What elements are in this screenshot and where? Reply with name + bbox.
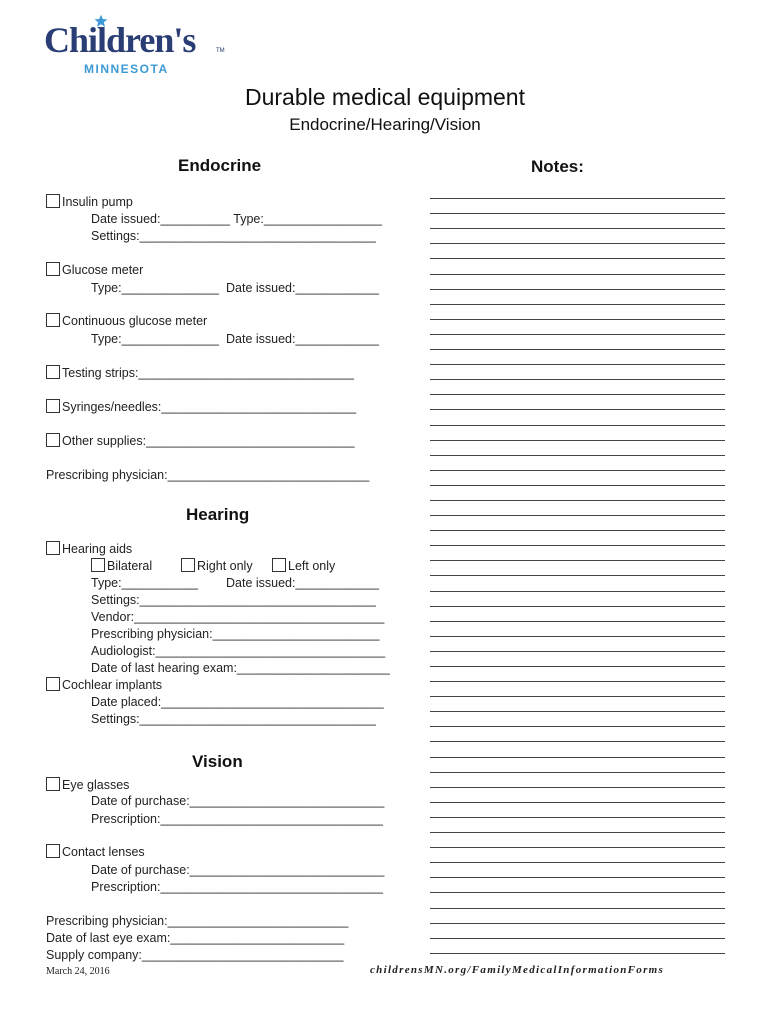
insulin-pump-row — [46, 194, 133, 210]
cochlear-checkbox[interactable] — [46, 677, 60, 691]
insulin-pump-label: Insulin pump — [62, 195, 133, 209]
notes-line[interactable] — [430, 592, 725, 607]
notes-line[interactable] — [430, 501, 725, 516]
date-placed-field[interactable]: Date placed:________________________________ — [91, 695, 384, 709]
notes-line[interactable] — [430, 909, 725, 924]
notes-line[interactable] — [430, 742, 725, 757]
notes-line[interactable] — [430, 335, 725, 350]
notes-line[interactable] — [430, 697, 725, 712]
insulin-dates-field[interactable]: Date issued:__________ Type:_________________ — [91, 212, 383, 226]
insulin-pump-checkbox[interactable] — [46, 194, 60, 208]
notes-line[interactable] — [430, 229, 725, 244]
cochlear-settings-field[interactable]: Settings:__________________________________ — [91, 712, 377, 726]
hearing-heading: Hearing — [186, 505, 250, 524]
contact-lenses-row — [46, 844, 145, 860]
notes-line[interactable] — [430, 350, 725, 365]
notes-line[interactable] — [430, 803, 725, 818]
bilateral-option — [91, 558, 152, 574]
notes-area[interactable] — [430, 184, 725, 954]
hearing-date-field[interactable]: Date issued:____________ — [226, 576, 379, 590]
notes-line[interactable] — [430, 456, 725, 471]
page-subtitle: Endocrine/Hearing/Vision — [289, 115, 481, 134]
glucose-meter-row — [46, 262, 143, 278]
cgm-label: Continuous glucose meter — [62, 314, 208, 328]
logo-trademark: TM — [216, 48, 225, 54]
page-title: Durable medical equipment — [245, 84, 525, 110]
footer-url[interactable]: childrensMN.org/FamilyMedicalInformationForms — [370, 964, 665, 976]
eye-glasses-label: Eye glasses — [62, 778, 130, 792]
cgm-date-field[interactable]: Date issued:____________ — [226, 332, 379, 346]
notes-line[interactable] — [430, 924, 725, 939]
childrens-minnesota-logo — [44, 14, 244, 80]
notes-line[interactable] — [430, 380, 725, 395]
notes-line[interactable] — [430, 939, 725, 954]
notes-line[interactable] — [430, 607, 725, 622]
notes-line[interactable] — [430, 863, 725, 878]
other-supplies-field[interactable]: Other supplies:______________________________ — [62, 434, 355, 448]
notes-heading: Notes: — [531, 157, 584, 176]
notes-line[interactable] — [430, 290, 725, 305]
notes-line[interactable] — [430, 893, 725, 908]
contacts-purchase-field[interactable]: Date of purchase:____________________________ — [91, 863, 385, 877]
syringes-checkbox[interactable] — [46, 399, 60, 413]
notes-line[interactable] — [430, 365, 725, 380]
notes-line[interactable] — [430, 259, 725, 274]
logo-subtitle: MINNESOTA — [84, 62, 169, 76]
notes-line[interactable] — [430, 561, 725, 576]
cgm-type-field[interactable]: Type:______________ — [91, 332, 219, 346]
cgm-checkbox[interactable] — [46, 313, 60, 327]
notes-line[interactable] — [430, 395, 725, 410]
notes-line[interactable] — [430, 773, 725, 788]
hearing-aids-checkbox[interactable] — [46, 541, 60, 555]
syringes-row — [46, 399, 356, 415]
audiologist-field[interactable]: Audiologist:_________________________________ — [91, 644, 386, 658]
other-supplies-row — [46, 433, 355, 449]
notes-line[interactable] — [430, 410, 725, 425]
contact-lenses-checkbox[interactable] — [46, 844, 60, 858]
right-only-option — [181, 558, 253, 574]
notes-line[interactable] — [430, 471, 725, 486]
notes-line[interactable] — [430, 486, 725, 501]
contact-lenses-label: Contact lenses — [62, 845, 145, 859]
notes-line[interactable] — [430, 531, 725, 546]
left-only-checkbox[interactable] — [272, 558, 286, 572]
cgm-row — [46, 313, 207, 329]
hearing-settings-field[interactable]: Settings:__________________________________ — [91, 593, 377, 607]
glucose-date-field[interactable]: Date issued:____________ — [226, 281, 379, 295]
glucose-meter-label: Glucose meter — [62, 263, 144, 277]
insulin-settings-field[interactable]: Settings:__________________________________ — [91, 229, 377, 243]
eye-glasses-row — [46, 777, 129, 793]
bilateral-checkbox[interactable] — [91, 558, 105, 572]
notes-line[interactable] — [430, 184, 725, 199]
right-only-checkbox[interactable] — [181, 558, 195, 572]
notes-line[interactable] — [430, 426, 725, 441]
vision-prescribing-field[interactable]: Prescribing physician:__________________________ — [46, 914, 349, 928]
notes-line[interactable] — [430, 758, 725, 773]
glasses-rx-field[interactable]: Prescription:________________________________ — [91, 812, 383, 826]
notes-line[interactable] — [430, 712, 725, 727]
hearing-aids-row — [46, 541, 132, 557]
notes-line[interactable] — [430, 878, 725, 893]
glucose-meter-checkbox[interactable] — [46, 262, 60, 276]
hearing-prescribing-field[interactable]: Prescribing physician:________________________ — [91, 627, 380, 641]
endocrine-heading: Endocrine — [178, 156, 262, 175]
vision-heading: Vision — [192, 752, 243, 771]
notes-line[interactable] — [430, 818, 725, 833]
endocrine-prescribing-field[interactable]: Prescribing physician:_____________________________ — [46, 468, 370, 482]
testing-strips-field[interactable]: Testing strips:_______________________________ — [62, 366, 354, 380]
last-hearing-exam-field[interactable]: Date of last hearing exam:______________________ — [91, 661, 390, 675]
notes-line[interactable] — [430, 320, 725, 335]
notes-line[interactable] — [430, 833, 725, 848]
right-only-label: Right only — [197, 559, 253, 573]
testing-strips-checkbox[interactable] — [46, 365, 60, 379]
notes-line[interactable] — [430, 275, 725, 290]
cochlear-row — [46, 677, 162, 693]
testing-strips-row — [46, 365, 354, 381]
notes-line[interactable] — [430, 622, 725, 637]
eye-glasses-checkbox[interactable] — [46, 777, 60, 791]
notes-line[interactable] — [430, 244, 725, 259]
last-eye-exam-field[interactable]: Date of last eye exam:_________________________ — [46, 931, 345, 945]
notes-line[interactable] — [430, 516, 725, 531]
notes-line[interactable] — [430, 667, 725, 682]
syringes-field[interactable]: Syringes/needles:____________________________ — [62, 400, 357, 414]
bilateral-label: Bilateral — [107, 559, 153, 573]
notes-line[interactable] — [430, 305, 725, 320]
notes-line[interactable] — [430, 637, 725, 652]
footer-date: March 24, 2016 — [46, 966, 110, 977]
logo-wordmark: Children's — [44, 20, 196, 60]
cochlear-label: Cochlear implants — [62, 678, 163, 692]
hearing-type-field[interactable]: Type:___________ — [91, 576, 199, 590]
contacts-rx-field[interactable]: Prescription:________________________________ — [91, 880, 383, 894]
notes-line[interactable] — [430, 652, 725, 667]
notes-line[interactable] — [430, 441, 725, 456]
notes-line[interactable] — [430, 848, 725, 863]
notes-line[interactable] — [430, 199, 725, 214]
notes-line[interactable] — [430, 788, 725, 803]
notes-line[interactable] — [430, 214, 725, 229]
hearing-vendor-field[interactable]: Vendor:____________________________________ — [91, 610, 385, 624]
notes-line[interactable] — [430, 576, 725, 591]
glasses-purchase-field[interactable]: Date of purchase:____________________________ — [91, 794, 385, 808]
hearing-aids-label: Hearing aids — [62, 542, 133, 556]
supply-company-field[interactable]: Supply company:_____________________________ — [46, 948, 344, 962]
left-only-label: Left only — [288, 559, 336, 573]
notes-line[interactable] — [430, 546, 725, 561]
notes-line[interactable] — [430, 682, 725, 697]
notes-line[interactable] — [430, 727, 725, 742]
left-only-option — [272, 558, 335, 574]
other-supplies-checkbox[interactable] — [46, 433, 60, 447]
glucose-type-field[interactable]: Type:______________ — [91, 281, 219, 295]
